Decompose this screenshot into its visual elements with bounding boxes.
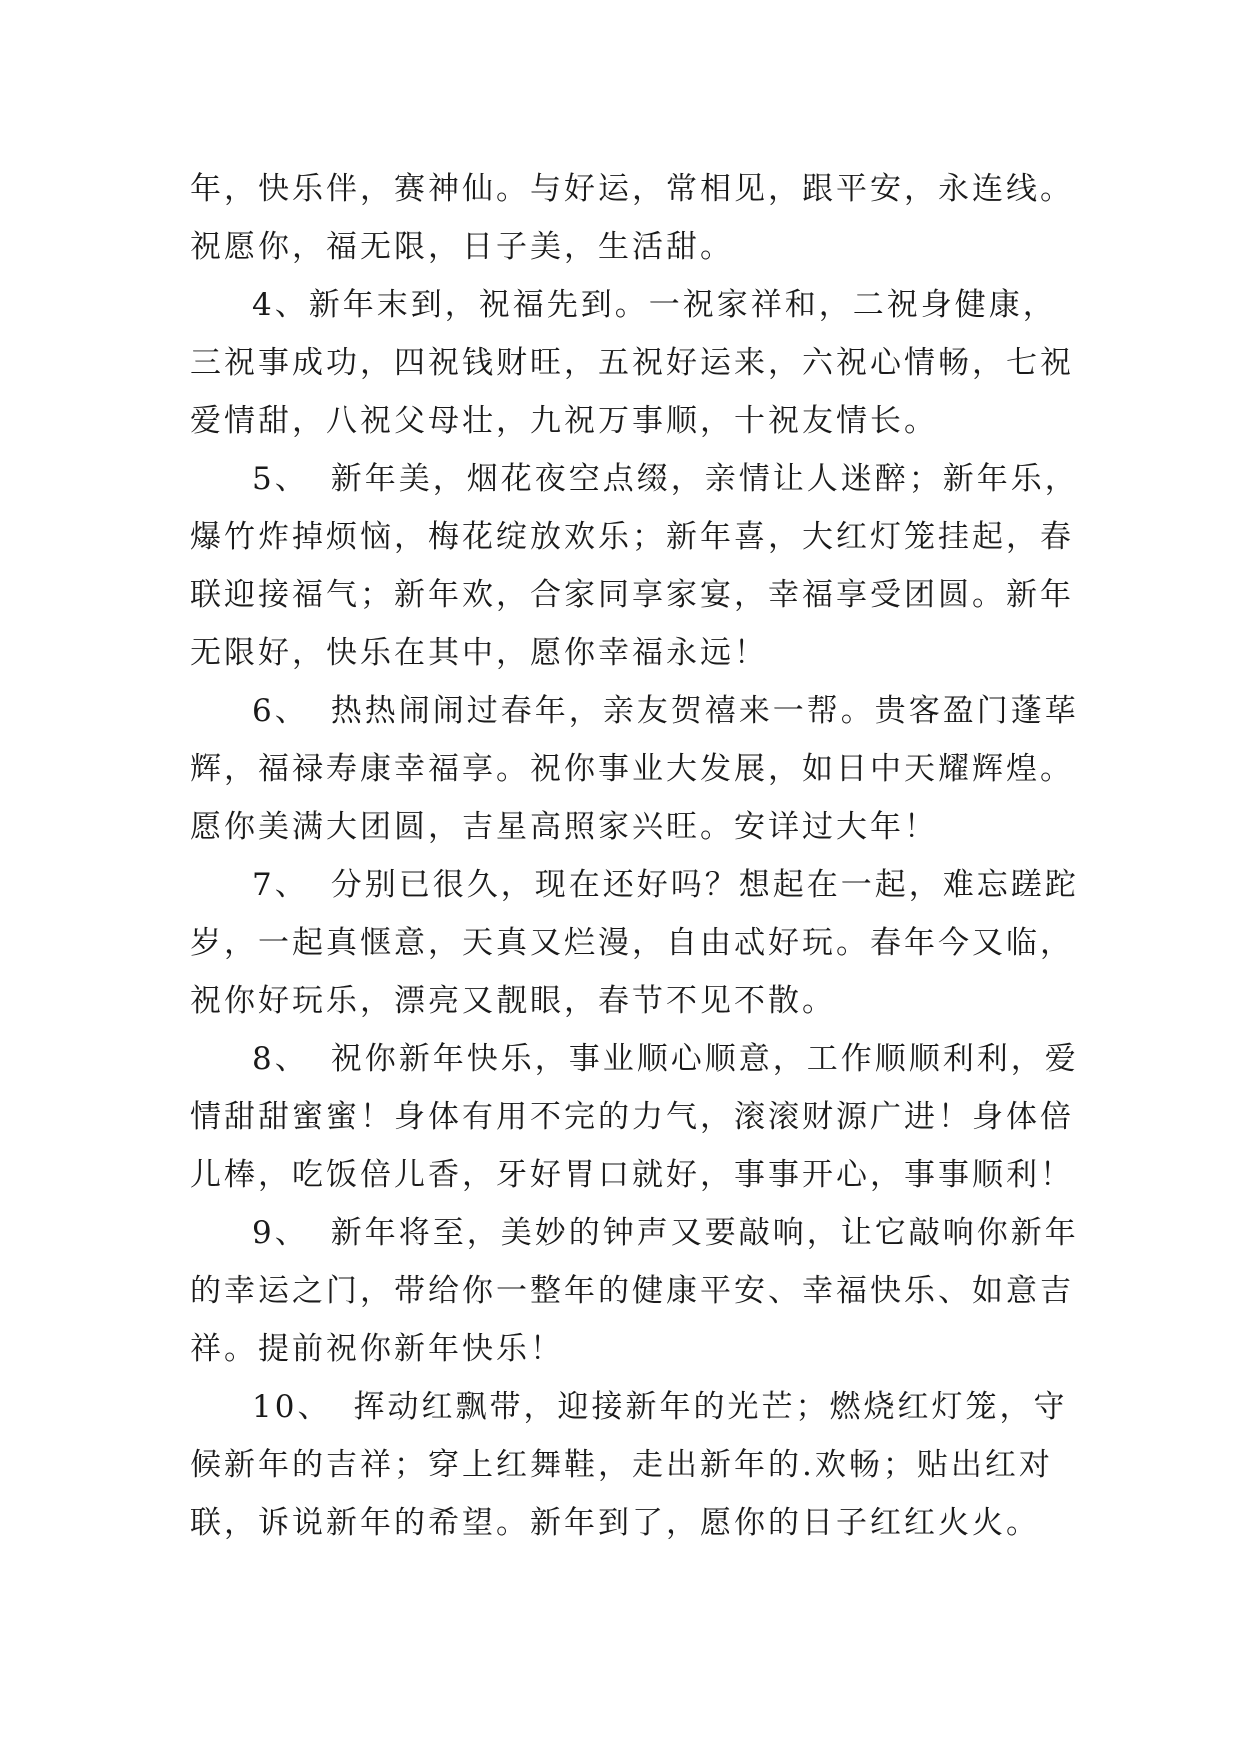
paragraph-5 (190, 450, 1079, 682)
text-segment: 新年将至，美妙的钟声又要敲响，让它敲响你新年 (330, 1215, 1079, 1251)
text-segment: 挥动红飘带，迎接新年的光芒；燃烧红灯笼，守 (353, 1389, 1068, 1425)
text-line: 爆竹炸掉烦恼，梅花绽放欢乐；新年喜，大红灯笼挂起，春 (190, 519, 1074, 555)
text-segment: 热热闹闹过春年，亲友贺禧来一帮。贵客盈门蓬荜 (330, 693, 1079, 729)
paragraph-first-line (190, 682, 1079, 740)
text-line: 愿你美满大团圆，吉星高照家兴旺。安详过大年！ (190, 809, 938, 845)
text-segment: 新年末到，祝福先到。一祝家祥和，二祝身健康， (308, 287, 1057, 323)
item-number: 10、 (252, 1389, 332, 1425)
text-line: 祝你好玩乐，漂亮又靓眼，春节不见不散。 (190, 983, 836, 1019)
paragraph-first-line (190, 1204, 1079, 1262)
document-body (190, 160, 1079, 1552)
paragraph-first-line (190, 276, 1070, 334)
paragraph-first-line (190, 1378, 1070, 1436)
text-line: 年，快乐伴，赛神仙。与好运，常相见，跟平安，永连线。 (190, 171, 1074, 207)
text-segment: 分别已很久，现在还好吗？想起在一起，难忘蹉跎 (330, 867, 1079, 903)
item-number: 6、 (252, 693, 309, 729)
item-number: 4、 (252, 287, 309, 323)
text-segment: 新年美，烟花夜空点缀，亲情让人迷醉；新年乐， (330, 461, 1079, 497)
text-line: 岁，一起真惬意，天真又烂漫，自由忒好玩。春年今又临， (190, 925, 1074, 961)
item-number: 7、 (252, 867, 309, 903)
paragraph-9 (190, 1204, 1079, 1378)
text-line: 爱情甜，八祝父母壮，九祝万事顺，十祝友情长。 (190, 403, 938, 439)
text-line: 儿棒，吃饭倍儿香，牙好胃口就好，事事开心，事事顺利！ (190, 1157, 1074, 1193)
text-line: 联，诉说新年的希望。新年到了，愿你的日子红红火火。 (190, 1505, 1040, 1541)
text-segment: 祝你新年快乐，事业顺心顺意，工作顺顺利利，爱 (330, 1041, 1079, 1077)
text-line: 联迎接福气；新年欢，合家同享家宴，幸福享受团圆。新年 (190, 577, 1074, 613)
item-number: 9、 (252, 1215, 309, 1251)
paragraph-4 (190, 276, 1074, 450)
text-line: 的幸运之门，带给你一整年的健康平安、幸福快乐、如意吉 (190, 1273, 1074, 1309)
text-line: 三祝事成功，四祝钱财旺，五祝好运来，六祝心情畅，七祝 (190, 345, 1074, 381)
paragraph-first-line (190, 856, 1079, 914)
item-number: 8、 (252, 1041, 309, 1077)
paragraph-first-line (190, 450, 1079, 508)
paragraph-first-line (190, 1030, 1079, 1088)
text-line: 辉，福禄寿康幸福享。祝你事业大发展，如日中天耀辉煌。 (190, 751, 1074, 787)
paragraph-7 (190, 856, 1079, 1030)
paragraph-8 (190, 1030, 1079, 1204)
text-line: 候新年的吉祥；穿上红舞鞋，走出新年的.欢畅；贴出红对 (190, 1447, 1053, 1483)
text-line: 祝愿你，福无限，日子美，生活甜。 (190, 229, 734, 265)
text-line: 祥。提前祝你新年快乐！ (190, 1331, 564, 1367)
paragraph-3-continuation (190, 160, 1074, 276)
paragraph-6 (190, 682, 1079, 856)
item-number: 5、 (252, 461, 309, 497)
text-line: 无限好，快乐在其中，愿你幸福永远！ (190, 635, 768, 671)
text-line: 情甜甜蜜蜜！身体有用不完的力气，滚滚财源广进！身体倍 (190, 1099, 1074, 1135)
paragraph-10 (190, 1378, 1070, 1552)
